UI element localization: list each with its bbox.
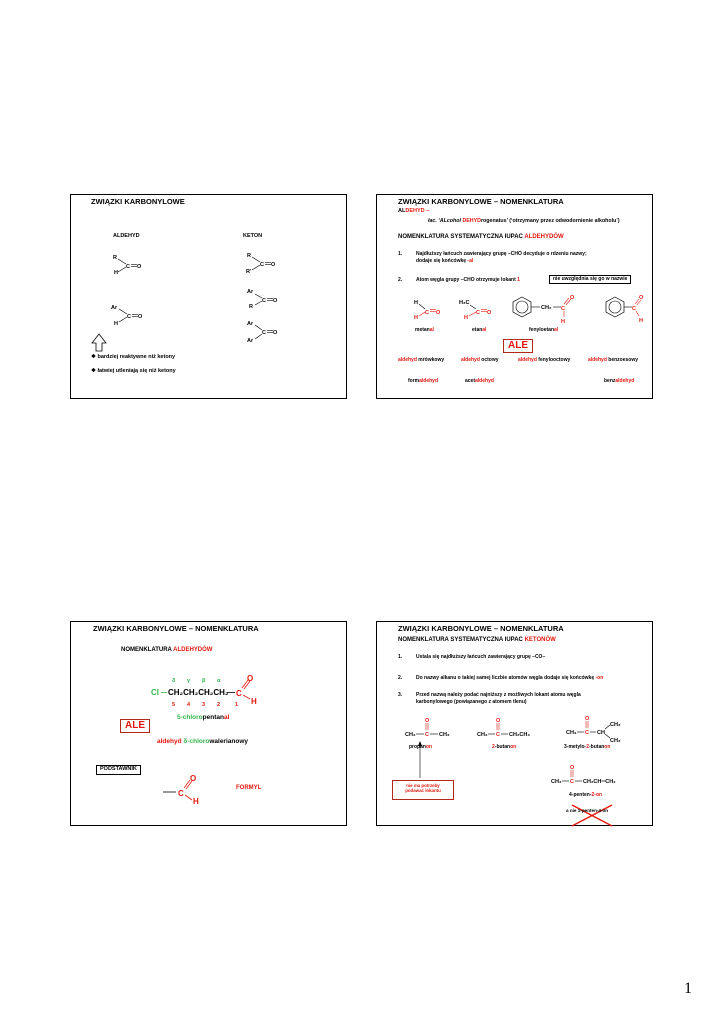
name-locant: 2: [492, 744, 495, 750]
svg-text:H: H: [639, 318, 643, 324]
svg-text:O: O: [425, 718, 430, 724]
name-suffix: al: [482, 327, 487, 333]
name-methanal: [415, 328, 434, 333]
etymology-al: AL: [398, 208, 406, 214]
svg-text:O: O: [273, 330, 278, 336]
trivial-benzaldehyde: [604, 379, 634, 384]
diamond-bullet-icon: ❖: [91, 354, 98, 360]
latin-a: łac. ‘ALcohol: [428, 218, 463, 224]
trivial-stem: acet: [465, 378, 476, 384]
svg-text:R': R': [246, 269, 252, 275]
name-stem: -butan: [494, 744, 511, 750]
svg-text:Ar: Ar: [111, 305, 118, 311]
common-rest: octowy: [479, 357, 499, 363]
name-suffix: al: [223, 714, 230, 721]
svg-text:H: H: [464, 315, 468, 321]
etymology-dehyd: DEHYD –: [405, 208, 430, 214]
svg-text:C: C: [425, 310, 429, 316]
rule1-line2-a: dodaje się końcówkę: [416, 258, 468, 264]
heading-red: ALDEHYDÓW: [524, 234, 564, 240]
svg-text:C: C: [570, 779, 574, 785]
svg-text:H: H: [414, 315, 418, 321]
greek-delta: δ: [172, 678, 176, 684]
svg-text:CH₃: CH₃: [439, 732, 450, 738]
svg-text:H: H: [414, 300, 418, 306]
heading-a: NOMENKLATURA SYSTEMATYCZNA IUPAC: [398, 234, 525, 240]
common-rest: benzoesowy: [606, 357, 639, 363]
svg-text:H: H: [251, 697, 257, 706]
locant-3: 3: [202, 702, 206, 708]
svg-text:C: C: [262, 298, 266, 304]
name-butanone: [492, 745, 516, 750]
svg-text:O: O: [570, 295, 575, 301]
svg-text:C: C: [178, 789, 184, 798]
svg-text:C: C: [260, 262, 264, 268]
note-box: [392, 780, 454, 800]
heading-a: NOMENKLATURA SYSTEMATYCZNA IUPAC: [398, 637, 525, 643]
name-suffix: al: [429, 327, 434, 333]
name-stem: -butan: [589, 744, 605, 750]
svg-text:O: O: [639, 295, 644, 301]
name-methylbutanone: [564, 745, 610, 750]
common-rest: fenylooctowy: [536, 357, 571, 363]
common-red: aldehyd: [588, 357, 607, 363]
wrong-name: a nie 1-penten-4-on: [566, 808, 609, 813]
svg-text:R: R: [249, 304, 253, 310]
svg-text:O: O: [247, 674, 254, 683]
bullet-text: łatwiej utleniają się niż ketony: [97, 368, 176, 374]
rule2-num: 2.: [398, 277, 403, 283]
trivial-red: aldehyd: [475, 378, 494, 384]
name-stem: propan: [409, 744, 426, 750]
common-red: aldehyd: [398, 357, 417, 363]
svg-text:O: O: [273, 298, 278, 304]
greek-alpha: α: [217, 678, 221, 684]
svg-text:O: O: [138, 314, 143, 320]
name-pentenone: [569, 793, 602, 798]
name-locant: 2: [586, 744, 590, 750]
slide-title: ZWIĄZKI KARBONYLOWE: [91, 197, 185, 206]
slide-aldehyde-nomenclature: [376, 194, 653, 399]
trivial-stem: benz: [604, 378, 616, 384]
chloropentanal-structure: [71, 622, 348, 827]
common-benzoic: [588, 358, 638, 363]
common-acetic: [461, 358, 499, 363]
common-green: δ-chloro: [183, 738, 210, 745]
svg-text:R: R: [113, 255, 117, 261]
svg-text:CH₃: CH₃: [566, 730, 577, 736]
rule1-line1: Najdłuższy łańcuch zawierający grupę –CHO decyduje o rdzeniu nazwy;: [416, 251, 587, 257]
svg-text:H: H: [114, 270, 118, 276]
rule1-num: 1.: [398, 654, 403, 660]
svg-text:O: O: [137, 264, 142, 270]
locant-5: 5: [172, 702, 176, 708]
svg-text:C: C: [425, 732, 429, 738]
bullet-text: bardziej reaktywne niż ketony: [97, 354, 176, 360]
svg-text:O: O: [585, 716, 590, 722]
slide-ketone-nomenclature: [376, 621, 653, 826]
rule2-a: Atom węgla grupy –CHO otrzymuje lokant: [416, 277, 518, 283]
slide-title: ZWIĄZKI KARBONYLOWE – NOMENKLATURA: [398, 197, 564, 206]
substituent-box: PODSTAWNIK: [96, 765, 141, 775]
common-phenylacetic: [518, 358, 570, 363]
locant-1: 1: [235, 702, 239, 708]
heading-a: NOMENKLATURA: [121, 647, 174, 653]
common-red: aldehyd: [518, 357, 537, 363]
ale-box: ALE: [503, 339, 533, 353]
svg-text:H: H: [114, 321, 118, 327]
name-stem: fenyloetan: [529, 327, 555, 333]
name-prefix: 5-chloro: [177, 714, 203, 721]
aldehyde-structures-diagram: [377, 195, 654, 400]
up-arrow-icon: [92, 334, 106, 351]
trivial-red: aldehyd: [615, 378, 635, 384]
name-suffix: -on: [594, 792, 603, 798]
heading-red: KETONÓW: [524, 637, 556, 643]
carbon-chain: CH₂CH₂CH₂CH₂: [168, 688, 229, 697]
svg-text:Ar: Ar: [247, 338, 254, 344]
name-locant: 2: [591, 792, 595, 798]
svg-text:C: C: [126, 264, 130, 270]
rule2-a: Do nazwy alkanu o takiej samej liczbie atomów węgla dodaje się końcówkę: [416, 675, 596, 681]
svg-text:O: O: [487, 310, 492, 316]
svg-text:C: C: [561, 306, 565, 312]
diamond-bullet-icon: ❖: [91, 368, 98, 374]
page-number: 1: [684, 980, 692, 997]
name-phenylethanal: [529, 328, 558, 333]
name-stem: metan: [415, 327, 430, 333]
svg-text:CH₃: CH₃: [610, 738, 621, 744]
common-red: aldehyd: [157, 738, 184, 745]
heading-red: ALDEHYDÓW: [173, 647, 213, 653]
trivial-stem: form: [408, 378, 420, 384]
trivial-red: aldehyd: [419, 378, 439, 384]
svg-text:O: O: [496, 718, 501, 724]
svg-text:C: C: [476, 310, 480, 316]
name-suffix: al: [554, 327, 559, 333]
common-rest: mrówkowy: [416, 357, 445, 363]
slide-aldehyde-substituents: [70, 621, 347, 826]
svg-text:O: O: [271, 262, 276, 268]
name-stem: 4-penten-: [569, 792, 592, 798]
slide-title: ZWIĄZKI KARBONYLOWE – NOMENKLATURA: [93, 624, 259, 633]
note-line2: podawać lokantu: [405, 788, 441, 794]
greek-beta: β: [202, 678, 206, 684]
slide-carbonyl-compounds: [70, 194, 347, 399]
svg-text:CH₂CH₃: CH₂CH₃: [509, 732, 530, 738]
svg-text:O: O: [436, 310, 441, 316]
svg-text:Ar: Ar: [247, 321, 254, 327]
svg-text:CH₂CH═CH₂: CH₂CH═CH₂: [583, 779, 616, 785]
common-red: aldehyd: [461, 357, 480, 363]
name-suffix: on: [604, 744, 611, 750]
name-ethanal: [472, 328, 486, 333]
svg-text:CH₂: CH₂: [541, 305, 552, 311]
ale-box: ALE: [120, 719, 150, 733]
svg-text:O: O: [190, 774, 197, 783]
svg-text:O: O: [570, 765, 575, 771]
bullet-more-reactive: [91, 355, 175, 361]
latin-red: DEHYD: [462, 218, 481, 224]
rule1-text: Ustala się najdłuższy łańcuch zawierający grupę –CO–: [416, 654, 546, 660]
svg-text:Ar: Ar: [247, 289, 254, 295]
svg-text:C: C: [236, 689, 242, 698]
name-stem: etan: [472, 327, 483, 333]
svg-text:CH₃: CH₃: [477, 732, 488, 738]
latin-b: rogenatus’ (‘otrzymany przez odwodornienie alkoholu’): [480, 218, 620, 224]
svg-text:CH₃: CH₃: [610, 722, 621, 728]
name-prefix: 3-metylo-: [564, 744, 587, 750]
svg-text:H: H: [561, 319, 565, 325]
rule2-num: 2.: [398, 675, 403, 681]
svg-text:C: C: [632, 306, 636, 312]
svg-text:CH: CH: [597, 730, 605, 736]
rule3-line1: Przed nazwą należy podać najniższy z możliwych lokant atomu węgla: [416, 692, 581, 698]
name-suffix: on: [510, 744, 517, 750]
iupac-name: [177, 715, 229, 722]
rule1-num: 1.: [398, 251, 403, 257]
note-line1: nie ma potrzeby: [406, 783, 440, 788]
formyl-label: FORMYL: [236, 785, 262, 791]
rule3-num: 3.: [398, 692, 403, 698]
trivial-acetaldehyde: [465, 379, 494, 384]
rule2-locant: 1: [517, 277, 520, 283]
svg-text:C: C: [127, 314, 131, 320]
common-rest: walerianowy: [209, 738, 248, 745]
name-stem: pentan: [202, 714, 224, 721]
svg-text:C: C: [585, 730, 589, 736]
trivial-formaldehyde: [408, 379, 438, 384]
svg-text:C: C: [262, 330, 266, 336]
note-box: nie uwzględnia się go w nazwie: [549, 275, 631, 284]
svg-text:C: C: [496, 732, 500, 738]
name-propanone: [409, 745, 432, 750]
name-suffix: on: [425, 744, 433, 750]
common-name: [157, 739, 248, 746]
common-formic: [398, 358, 444, 363]
rule3-line2: karbonylowego (powiązanego z atomem tlenu): [416, 699, 527, 705]
locant-2: 2: [217, 702, 221, 708]
chlorine-atom: Cl: [151, 688, 159, 697]
svg-text:H: H: [193, 797, 199, 806]
rule2-suffix: -on: [595, 675, 604, 681]
slide-title: ZWIĄZKI KARBONYLOWE – NOMENKLATURA: [398, 624, 564, 633]
svg-text:CH₃: CH₃: [405, 732, 416, 738]
rule1-suffix: -al: [467, 258, 474, 264]
svg-text:H₃C: H₃C: [459, 300, 470, 306]
svg-text:CH₃: CH₃: [551, 779, 562, 785]
bullet-easier-oxidation: [91, 369, 176, 375]
aldehyde-label: ALDEHYD: [113, 233, 140, 239]
ketone-label: KETON: [243, 233, 263, 239]
svg-text:R: R: [247, 253, 251, 259]
locant-4: 4: [187, 702, 191, 708]
greek-gamma: γ: [187, 678, 191, 684]
